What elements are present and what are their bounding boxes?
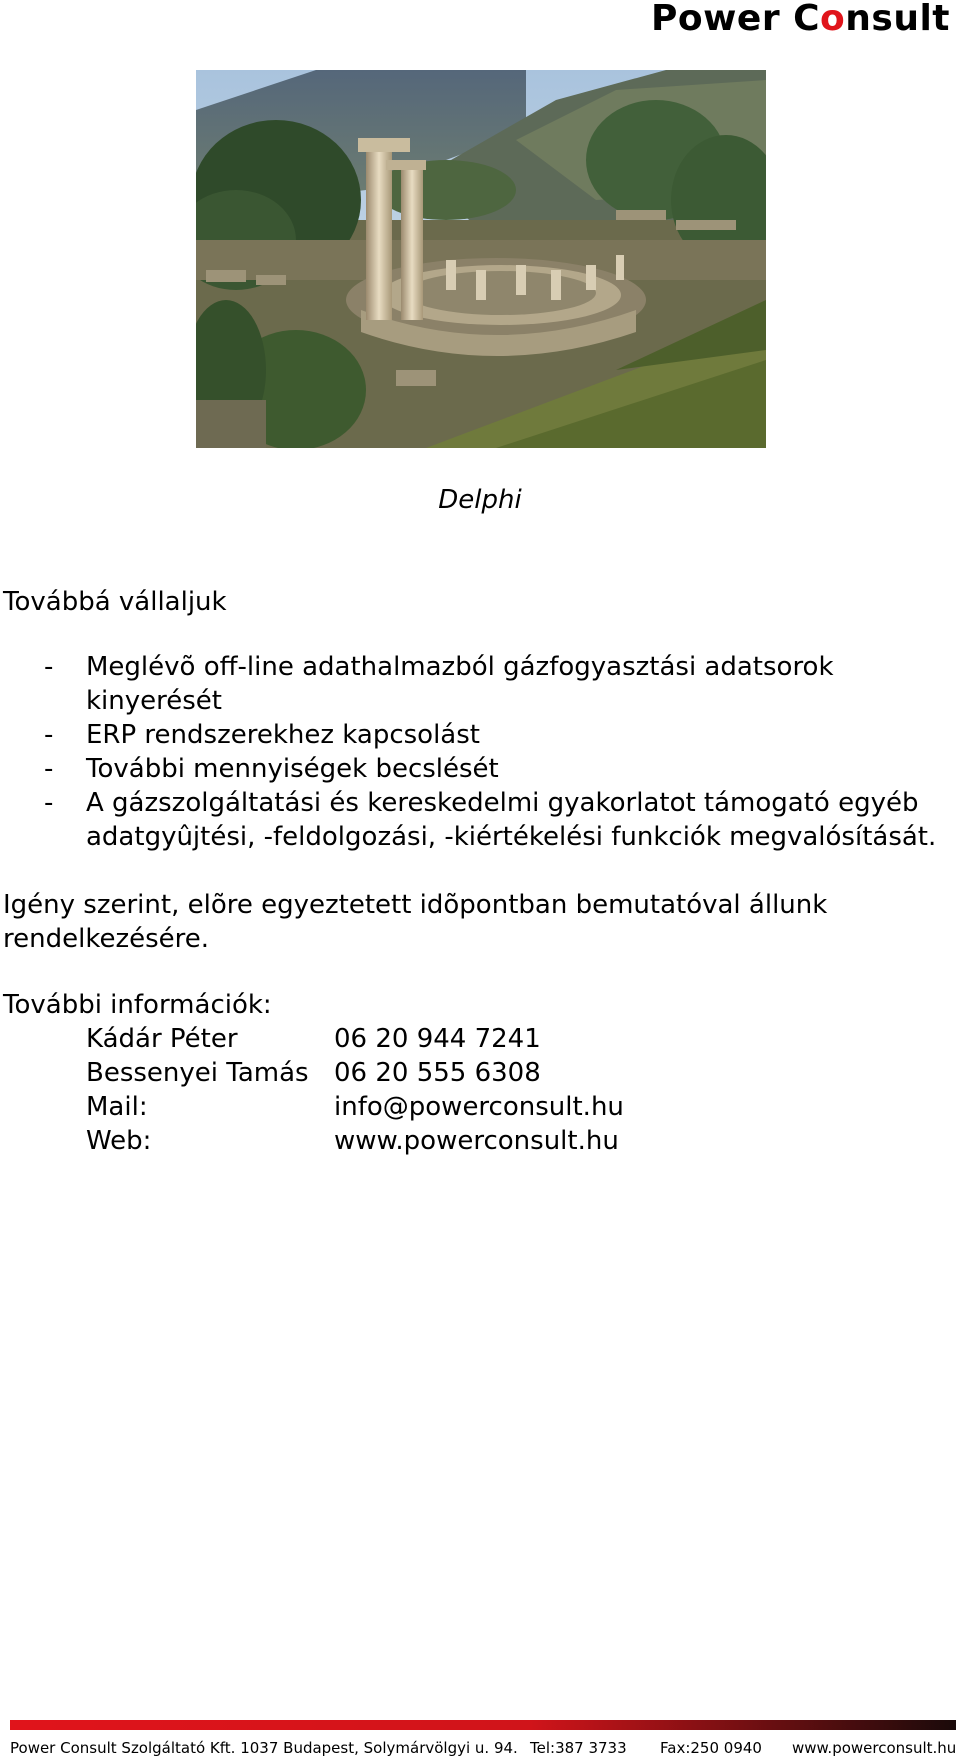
list-dash: - (44, 652, 54, 682)
list-item-text: kinyerését (86, 686, 222, 716)
info-heading: További információk: (3, 990, 272, 1020)
contact-web-link[interactable]: www.powerconsult.hu (334, 1126, 619, 1156)
footer-gradient-bar (10, 1720, 956, 1730)
contact-label: Kádár Péter (86, 1024, 238, 1054)
list-item-text: További mennyiségek becslését (86, 754, 499, 784)
footer-web-link[interactable]: www.powerconsult.hu (792, 1739, 957, 1757)
footer (10, 1738, 956, 1758)
photo-caption: Delphi (438, 485, 522, 515)
services-list (0, 650, 936, 854)
demo-paragraph-line2: rendelkezésére. (3, 924, 210, 954)
power-consult-logo (651, 0, 950, 38)
contact-email-link[interactable]: info@powerconsult.hu (334, 1092, 624, 1122)
list-item (0, 718, 936, 752)
list-dash: - (44, 720, 54, 750)
contact-row (86, 1056, 624, 1090)
contact-row (86, 1124, 624, 1158)
delphi-photo (196, 70, 766, 448)
contact-label: Mail: (86, 1092, 148, 1122)
list-item-continuation (0, 820, 936, 854)
list-dash: - (44, 754, 54, 784)
demo-paragraph-line1: Igény szerint, elõre egyeztetett idõpontban bemutatóval állunk (3, 890, 828, 920)
list-item-text: A gázszolgáltatási és kereskedelmi gyakorlatot támogató egyéb (86, 788, 919, 818)
list-dash: - (44, 788, 54, 818)
contact-phone: 06 20 944 7241 (334, 1024, 541, 1054)
list-item-text: ERP rendszerekhez kapcsolást (86, 720, 480, 750)
contact-row (86, 1022, 624, 1056)
list-item (0, 752, 936, 786)
contact-row (86, 1090, 624, 1124)
contact-label: Bessenyei Tamás (86, 1058, 309, 1088)
contact-table (86, 1022, 624, 1158)
list-item (0, 786, 936, 820)
logo-text-part2: nsult (845, 0, 950, 39)
list-item-continuation (0, 684, 936, 718)
footer-tel: Tel:387 3733 (530, 1739, 627, 1757)
list-item-text: Meglévõ off-line adathalmazból gázfogyasztási adatsorok (86, 652, 834, 682)
logo-red-o-icon: o (820, 0, 846, 39)
delphi-ruins-image (196, 70, 766, 448)
list-item (0, 650, 936, 684)
footer-fax: Fax:250 0940 (660, 1739, 762, 1757)
contact-label: Web: (86, 1126, 152, 1156)
footer-company-address: Power Consult Szolgáltató Kft. 1037 Budapest, Solymárvölgyi u. 94. (10, 1739, 518, 1757)
intro-heading: Továbbá vállaljuk (3, 587, 227, 617)
list-item-text: adatgyûjtési, -feldolgozási, -kiértékelési funkciók megvalósítását. (86, 822, 937, 852)
contact-phone: 06 20 555 6308 (334, 1058, 541, 1088)
logo-text-part1: Power C (651, 0, 821, 39)
